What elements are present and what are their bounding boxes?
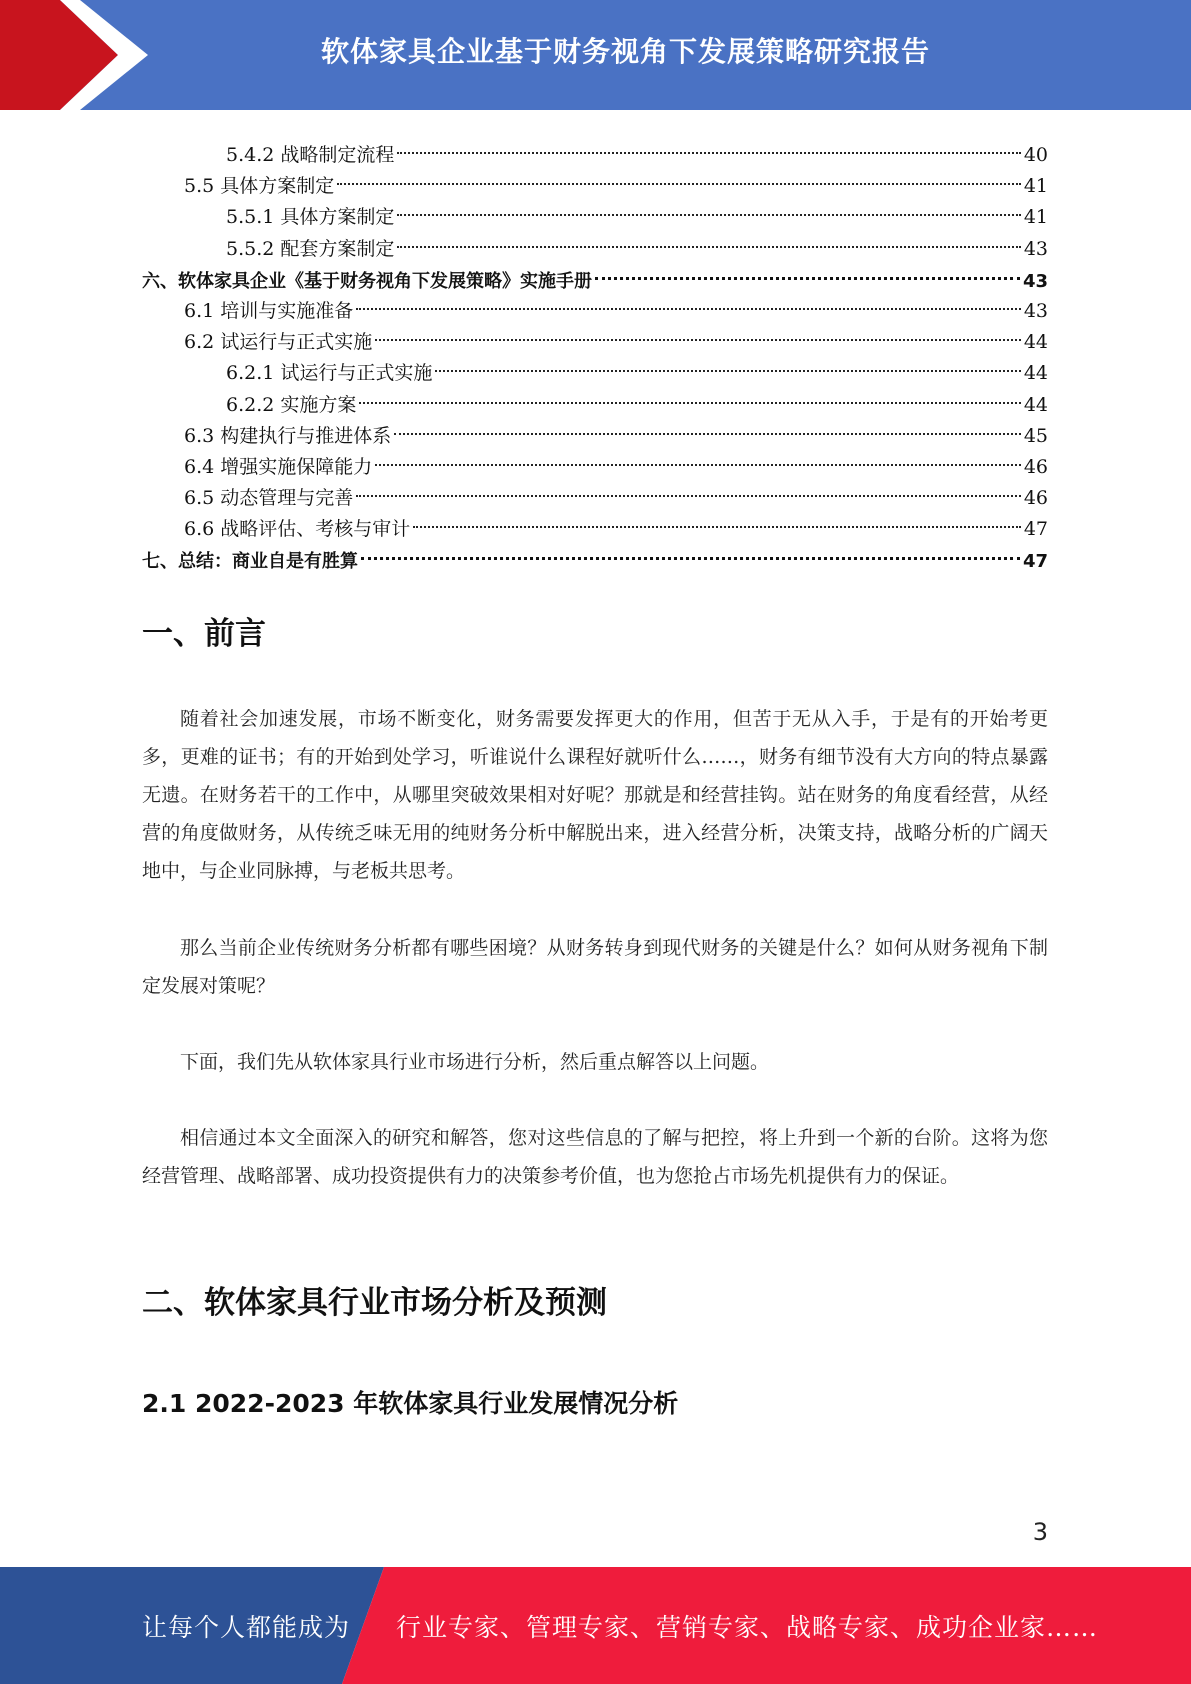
- paragraph-2: 那么当前企业传统财务分析都有哪些困境？从财务转身到现代财务的关键是什么？如何从财务视角下制定发展对策呢？: [142, 937, 1048, 997]
- footer-slogan-right: 行业专家、管理专家、营销专家、战略专家、成功企业家……: [396, 1612, 1099, 1642]
- page-number: 3: [1032, 1518, 1048, 1546]
- toc-entry-page: 44: [1023, 331, 1048, 354]
- toc-entry-number: 6.3: [184, 424, 215, 447]
- toc-entry-label: 战略制定流程: [280, 144, 395, 166]
- toc-entry-label: 七、总结：商业自是有胜算: [142, 551, 358, 573]
- toc-entry-page: 44: [1023, 362, 1048, 385]
- toc-dot-leader: [375, 308, 1021, 341]
- toc-dot-leader: [375, 433, 1021, 466]
- toc-dot-leader: [359, 371, 1020, 404]
- toc-entry-label: 试运行与正式实施: [220, 331, 373, 354]
- paragraph-4: 相信通过本文全面深入的研究和解答，您对这些信息的了解与把控，将上升到一个新的台阶。这将为您经营管理、战略部署、成功投资提供有力的决策参考价值，也为您抢占市场先机提供有力的保证。: [142, 1127, 1048, 1187]
- toc-entry-page: 45: [1023, 424, 1048, 447]
- toc-entry-number: 5.5: [184, 175, 215, 198]
- toc-entry-page: 41: [1023, 175, 1048, 198]
- toc-entry-number: 6.1: [184, 299, 215, 322]
- toc-entry-number: 6.2.2: [226, 393, 275, 416]
- header-banner: [0, 0, 1191, 110]
- toc-entry-label: 六、软体家具企业《基于财务视角下发展策略》实施手册: [142, 270, 592, 292]
- toc-dot-leader: [361, 526, 1020, 560]
- section-heading-preface: 一、前言: [142, 616, 266, 652]
- toc-entry-page: 43: [1022, 270, 1048, 292]
- toc-entry-page: 43: [1023, 299, 1048, 322]
- toc-entry-label: 试运行与正式实施: [280, 362, 433, 385]
- toc-dot-leader: [337, 152, 1021, 185]
- footer-banner: [0, 1567, 1191, 1684]
- toc-dot-leader: [356, 464, 1021, 497]
- toc-entry-page: 40: [1023, 144, 1048, 166]
- toc-dot-leader: [435, 339, 1020, 372]
- toc-entry-page: 41: [1023, 206, 1048, 229]
- toc-entry-page: 46: [1023, 487, 1048, 510]
- toc-entry-label: 实施方案: [280, 393, 357, 416]
- toc-entry-page: 44: [1023, 393, 1048, 416]
- table-of-contents: [142, 128, 1048, 573]
- toc-entry-page: 43: [1023, 237, 1048, 260]
- toc-dot-leader: [397, 215, 1020, 248]
- paragraph-3: 下面，我们先从软体家具行业市场进行分析，然后重点解答以上问题。: [180, 1051, 770, 1073]
- toc-entry-page: 47: [1023, 518, 1048, 541]
- toc-entry-number: 6.2: [184, 331, 215, 354]
- toc-entry-number: 5.4.2: [226, 144, 275, 166]
- toc-dot-leader: [413, 495, 1021, 528]
- toc-entry-page: 47: [1022, 551, 1048, 573]
- toc-entry-page: 46: [1023, 455, 1048, 478]
- toc-entry-label: 动态管理与完善: [220, 487, 354, 510]
- toc-entry-number: 5.5.1: [226, 206, 275, 229]
- toc-entry-label: 配套方案制定: [280, 237, 395, 260]
- footer-slogan-left: 让每个人都能成为: [142, 1612, 351, 1642]
- toc-dot-leader: [394, 402, 1021, 435]
- subsection-heading-2-1: 2.1 2022-2023 年软体家具行业发展情况分析: [142, 1389, 679, 1418]
- toc-entry-number: 6.2.1: [226, 362, 275, 385]
- toc-entry-label: 增强实施保障能力: [220, 455, 373, 478]
- toc-dot-leader: [397, 183, 1020, 216]
- header-chevron-graphic: [0, 0, 160, 110]
- toc-entry-number: 6.6: [184, 518, 215, 541]
- toc-entry-label: 培训与实施准备: [220, 299, 354, 322]
- report-title: 软体家具企业基于财务视角下发展策略研究报告: [320, 35, 930, 68]
- section-heading-market: 二、软体家具行业市场分析及预测: [142, 1285, 607, 1321]
- toc-entry-number: 5.5.2: [226, 237, 275, 260]
- toc-entry-label: 具体方案制定: [220, 175, 335, 198]
- toc-entry-label: 战略评估、考核与审计: [220, 518, 411, 541]
- toc-entry-number: 6.5: [184, 487, 215, 510]
- toc-dot-leader: [397, 121, 1020, 154]
- toc-dot-leader: [595, 246, 1020, 280]
- toc-dot-leader: [356, 277, 1021, 310]
- toc-entry-label: 构建执行与推进体系: [220, 424, 392, 447]
- toc-entry-label: 具体方案制定: [280, 206, 395, 229]
- toc-entry-number: 6.4: [184, 455, 215, 478]
- paragraph-1: 随着社会加速发展，市场不断变化，财务需要发挥更大的作用，但苦于无从入手，于是有的开始考更多，更难的证书；有的开始到处学习，听谁说什么课程好就听什么……，财务有细节没有大方向的特点暴露无遗。在财务若干的工作中，从哪里突破效果相对好呢？那就是和经营挂钩。站在财务的角度看经营，从经营的角度做财务，从传统乏味无用的纯财务分析中解脱出来，进入经营分析，决策支持，战略分析的广阔天地中，与企业同脉搏，与老板共思考。: [142, 708, 1048, 882]
